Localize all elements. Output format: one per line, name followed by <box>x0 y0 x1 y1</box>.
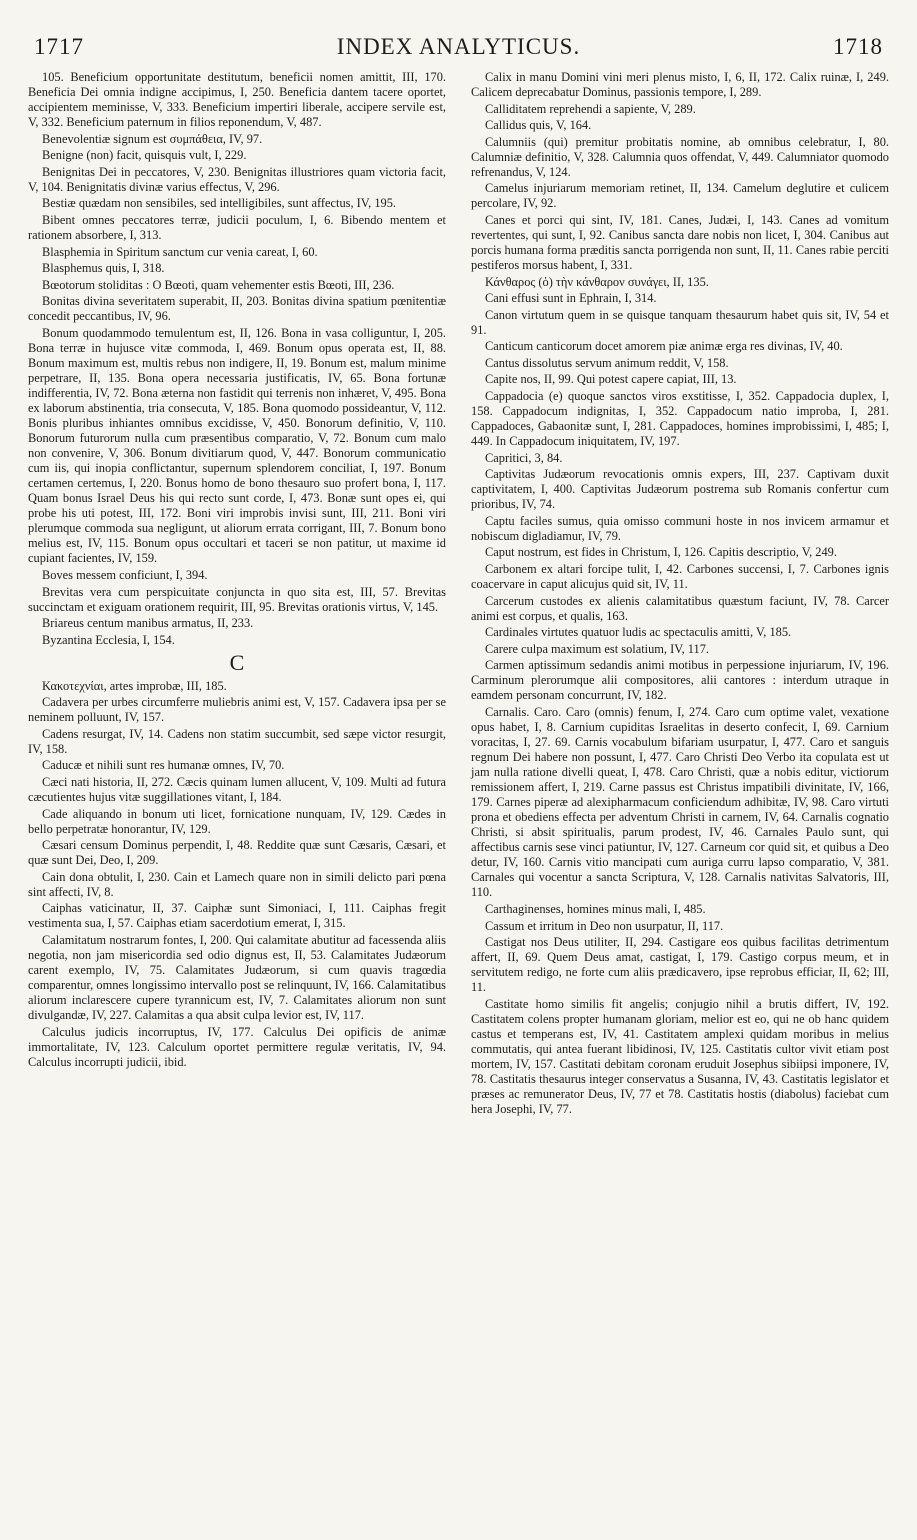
index-entry: Κακοτεχνίαι, artes improbæ, III, 185. <box>42 678 227 693</box>
index-entry: Callidus quis, V, 164. <box>485 118 592 133</box>
page-number-left: 1717 <box>34 34 84 59</box>
index-entry: Boves messem conficiunt, I, 394. <box>42 568 208 582</box>
index-entry: Capritici, 3, 84. <box>485 450 563 465</box>
index-entry: Cappadocia (e) quoque sanctos viros exstitisse, I, 352. Cappadocia duplex, I, 158. Cappadocum indignitas, I, 352. Cappadocum natio improba, I, 281. Cappadoces, Gabaonitæ sunt, I, 281. Cappadoces, homines improbissimi, I, 485; I, 449. In Cappadocum iniquitatem, IV, 197. <box>471 388 889 449</box>
index-entry: Castigat nos Deus utiliter, II, 294. Castigare eos quibus facilitas detrimentum affert, II, 69. Quem Deus amat, castigat, I, 179. Castigo corpus meum, et in servitutem redigo, ne forte cum aliis prædicavero, ipse reprobus efficiar, II, 62; III, 11. <box>471 935 889 995</box>
index-entry: Brevitas vera cum perspicuitate conjuncta in quo sita est, III, 57. Brevitas succinctam et exiguam orationem requirit, III, 95. Brevitas orationis virtus, V, 145. <box>28 584 446 614</box>
index-entry: Cade aliquando in bonum uti licet, fornicatione nunquam, IV, 129. Cædes in bello perpetratæ honorantur, IV, 129. <box>28 806 446 836</box>
index-entry: Bonum quodammodo temulentum est, II, 126. Bona in vasa colliguntur, I, 205. Bona terræ in hujusce vitæ commoda, I, 469. Bonum opus operata est, II, 88. Bonum maximum est, multis rebus non indigere, II, 19. Bonum est, malum minime perpetrare, II, 135. Bona opera necessaria justificatis, IV, 65. Bona fortunæ indifferentia, IV, 72. Bona æterna non fastidit qui terrenis non inhæret, V, 495. Bona ex laborum abstinentia, tria consecuta, V, 185. Bona quomodo possideantur, V, 112. Bonis pluribus inhiantes omnibus excidisse, V, 450. Bonorum definitio, V, 110. Bonorum futurorum nulla cum præsentibus comparatio, V, 72. Bonum cum malo non convenire, V, 306. Bonum divitiarum quod, V, 447. Bonorum communicatio cum iis, qui inopia conflictantur, supernum splendorem conciliat, I, 197. Bonum certamen certemus, I, 220. Bonus homo de bono thesauro suo profert bona, I, 117. Quam bonus Israel Deus his qui recto sunt corde, I, 473. Bonæ sunt opes ei, qui probe his uti potest, III, 172. Boni viri improbis invisi sunt, III, 211. Boni viri plerumque commoda sua negligunt, ut aliorum errata corrigant, III, 7. Bonum bono melius est, IV, 115. Bonum opus occultari et taceri se non patitur, ut maxime id cupiant facientes, IV, 159. <box>28 325 446 566</box>
two-column-body <box>28 70 889 1119</box>
index-entry: Bibent omnes peccatores terræ, judicii poculum, I, 6. Bibendo mentem et rationem absorbere, I, 313. <box>28 212 446 242</box>
index-entry: Canon virtutum quem in se quisque tanquam thesaurum habet quis sit, IV, 54 et 91. <box>471 307 889 337</box>
index-entry: Caput nostrum, est fides in Christum, I, 126. Capitis descriptio, V, 249. <box>485 545 837 560</box>
index-entry: Calliditatem reprehendi a sapiente, V, 289. <box>485 101 696 116</box>
index-entry: Carbonem ex altari forcipe tulit, I, 42. Carbones succensi, I, 7. Carbones ignis coacervare in caput alicujus quid sit, IV, 11. <box>471 561 889 591</box>
index-entry: Carthaginenses, homines minus mali, I, 485. <box>485 901 706 916</box>
index-entry: Calamitatum nostrarum fontes, I, 200. Qui calamitate abutitur ad facessenda aliis negotia, non jam misericordia sed odio dignus est, II, 53. Calamitates Judæorum carent exemplo, IV, 75. Calamitates Judæorum, si cum quavis tragœdia comparentur, omnes longissimo intervallo post se relinquunt, IV, 166. Calamitatibus aliorum inclarescere cupere tyrannicum est, IV, 7. Calamitates aliorum non sunt divulgandæ, IV, 227. Calamitas a qua absit culpa levior est, IV, 117. <box>28 932 446 1023</box>
entries-right-column <box>471 70 889 1117</box>
index-entry: Captu faciles sumus, quia omisso communi hoste in nos invicem armamur et nobiscum digladiamur, IV, 79. <box>471 513 889 543</box>
index-entry: Canes et porci qui sint, IV, 181. Canes, Judæi, I, 143. Canes ad vomitum revertentes, qui sunt, I, 92. Canibus sancta dare nobis non licet, I, 304. Canibus aut porcis humana forma præditis sancta porrigenda non sunt, II, 11. Canes rabie perciti pestiferos morsus habent, I, 331. <box>471 212 889 273</box>
entries-letter-c <box>28 679 446 1070</box>
index-entry: Cadavera per urbes circumferre muliebris animi est, V, 157. Cadavera ipsa per se neminem polluunt, IV, 157. <box>28 695 446 725</box>
index-entry: Cæci nati historia, II, 272. Cæcis quinam lumen allucent, V, 109. Multi ad futura cæcutientes hujus vitæ suggillationes vitant, I, 184. <box>28 775 446 805</box>
index-entry: Capite nos, II, 99. Qui potest capere capiat, III, 13. <box>485 372 737 387</box>
index-entry: Carcerum custodes ex alienis calamitatibus quæstum faciunt, IV, 78. Carcer animi est corpus, et qualis, 163. <box>471 593 889 623</box>
index-entry: Cadens resurgat, IV, 14. Cadens non statim succumbit, sed sæpe victor resurgit, IV, 158. <box>28 726 446 756</box>
index-entry: 105. Beneficium opportunitate destitutum, beneficii nomen amittit, III, 170. Beneficia Dei omnia indigne accipimus, I, 250. Beneficia dantem tacere oportet, accipientem meminisse, V, 333. Beneficium impertiri liberale, accipere servile est, V, 332. Beneficium paternum in filios reponendum, V, 487. <box>28 70 446 130</box>
index-entry: Blasphemia in Spiritum sanctum cur venia careat, I, 60. <box>42 244 318 259</box>
index-entry: Bestiæ quædam non sensibiles, sed intelligibiles, sunt affectus, IV, 195. <box>42 196 397 211</box>
index-entry: Bœotorum stoliditas : O Bœoti, quam vehementer estis Bœoti, III, 236. <box>42 277 395 292</box>
index-entry: Caducæ et nihili sunt res humanæ omnes, IV, 70. <box>42 758 285 773</box>
index-entry: Captivitas Judæorum revocationis omnis expers, III, 237. Captivam duxit captivitatem, I, 400. Captivitas Judæorum postrema sub Romanis confertur cum prioribus, IV, 74. <box>471 467 889 512</box>
index-entry: Carnalis. Caro. Caro (omnis) fenum, I, 274. Caro cum optime valet, vexatione opus habet, I, 8. Carnium cupiditas Israelitas in deserto confecit, I, 69. Carnium voracitas, I, 27. 69. Carnis vocabulum bifariam usurpatur, I, 477. Caro et sanguis regnum Dei habere non possunt, I, 477. Caro Christi Deo Verbo ita copulata est ut jam nulla ratione divelli queat, I, 478. Caro Christi, quæ a nobis editur, victiorum remissionem affert, I, 219. Carne passus est Christus impatibili divinitate, IV, 166, 179. Carnes piperæ ad alexipharmacum conficiendum adhibitæ, IV, 98. Caro virtuti prona et obediens effecta per adventum Christi in carnem, IV, 64. Carnalis cognatio Christi, si absit spiritualis, parum prodest, IV, 46. Carnales Paulo sunt, qui affectibus carnis sese vinci patiuntur, IV, 127. Carneum cor quid sit, et quibus a Deo detur, IV, 160. Carnis vitio mancipati cum auriga curru lapso comparatio, V, 381. Carnales qui vocentur a sancta Scriptura, V, 128. Carnalis nativitas Salvatoris, III, 110. <box>471 704 889 900</box>
index-entry: Benigne (non) facit, quisquis vult, I, 229. <box>42 148 247 163</box>
index-entry: Caiphas vaticinatur, II, 37. Caiphæ sunt Simoniaci, I, 111. Caiphas fregit vestimenta sua, I, 57. Caiphas etiam sacerdotium emerat, I, 315. <box>28 901 446 931</box>
index-entry: Benignitas Dei in peccatores, V, 230. Benignitas illustriores quam victoria facit, V, 104. Benignitatis divinæ varius effectus, V, 296. <box>28 164 446 194</box>
section-letter: C <box>229 650 245 676</box>
index-entry: Carmen aptissimum sedandis animi motibus in perpessione injuriarum, IV, 196. Carminum plerorumque alii compositores, alii cantores : interdum utraque in eamdem personam concurrunt, IV, 182. <box>471 658 889 703</box>
index-entry: Briareus centum manibus armatus, II, 233. <box>42 616 254 631</box>
index-entry: Canticum canticorum docet amorem piæ animæ erga res divinas, IV, 40. <box>485 339 843 354</box>
index-entry: Cantus dissolutus servum animum reddit, V, 158. <box>485 355 729 370</box>
index-entry: Castitate homo similis fit angelis; conjugio nihil a brutis differt, IV, 192. Castitatem colens propter humanam gloriam, melior est eo, qui ne ob hanc quidem castus et temperans est, IV, 41. Castitatem amplexi quidam moribus in melius commutatis, qui antea fuerant libidinosi, IV, 125. Castitatis cultor vivit etiam post mortem, IV, 157. Castitati debitam coronam eruduit Josephus sibiipsi imponere, IV, 78. Castitatis thesaurus integer conservatus a Susanna, IV, 43. Castitatis legislator et præses ac remunerator Deus, IV, 77 et 78. Castitatis hostis (diabolus) faciebat cum hera Josephi, IV, 77. <box>471 996 889 1117</box>
right-column <box>471 70 889 1119</box>
index-entry: Byzantina Ecclesia, I, 154. <box>42 632 175 647</box>
index-entry: Camelus injuriarum memoriam retinet, II, 134. Camelum deglutire et culicem percolare, IV, 92. <box>471 181 889 211</box>
index-entry: Cani effusi sunt in Ephrain, I, 314. <box>485 291 657 306</box>
entries-letter-b <box>28 70 446 648</box>
index-entry: Calculus judicis incorruptus, IV, 177. Calculus Dei opificis de animæ immortalitate, IV, 123. Calculum oportet permittere regulæ veritatis, IV, 94. Calculus incorrupti judicii, ibid. <box>28 1024 446 1069</box>
index-entry: Bonitas divina severitatem superabit, II, 203. Bonitas divina spatium pœnitentiæ concedit peccantibus, IV, 96. <box>28 294 446 324</box>
page-number-right: 1718 <box>833 34 883 59</box>
index-entry: Cassum et irritum in Deo non usurpatur, II, 117. <box>485 918 724 933</box>
left-column <box>28 70 446 1119</box>
index-entry: Cain dona obtulit, I, 230. Cain et Lamech quare non in simili delicto pari pœna sint affecti, IV, 8. <box>28 869 446 899</box>
index-entry: Κάνθαρος (ὁ) τὴν κάνθαρον συνάγει, II, 135. <box>485 274 709 289</box>
index-entry: Blasphemus quis, I, 318. <box>42 261 165 276</box>
index-entry: Carere culpa maximum est solatium, IV, 117. <box>485 641 710 656</box>
index-entry: Calix in manu Domini vini meri plenus misto, I, 6, II, 172. Calix ruinæ, I, 249. Calicem deprecabatur Dominus, passionis tempore, I, 289. <box>471 70 889 100</box>
page-title: INDEX ANALYTICUS. <box>336 34 581 59</box>
index-entry: Calumniis (qui) premitur probitatis nomine, ab omnibus celebratur, I, 80. Calumniæ definitio, V, 328. Calumnia quos offendat, V, 449. Calumniator quomodo refrenandus, V, 124. <box>471 134 889 179</box>
index-entry: Cardinales virtutes quatuor ludis ac spectaculis amitti, V, 185. <box>485 625 792 640</box>
running-head <box>28 34 889 64</box>
index-entry: Benevolentiæ signum est συμπάθεια, IV, 97. <box>42 131 263 146</box>
index-entry: Cæsari censum Dominus perpendit, I, 48. Reddite quæ sunt Cæsaris, Cæsari, et quæ sunt Dei, Deo, I, 209. <box>28 838 446 868</box>
